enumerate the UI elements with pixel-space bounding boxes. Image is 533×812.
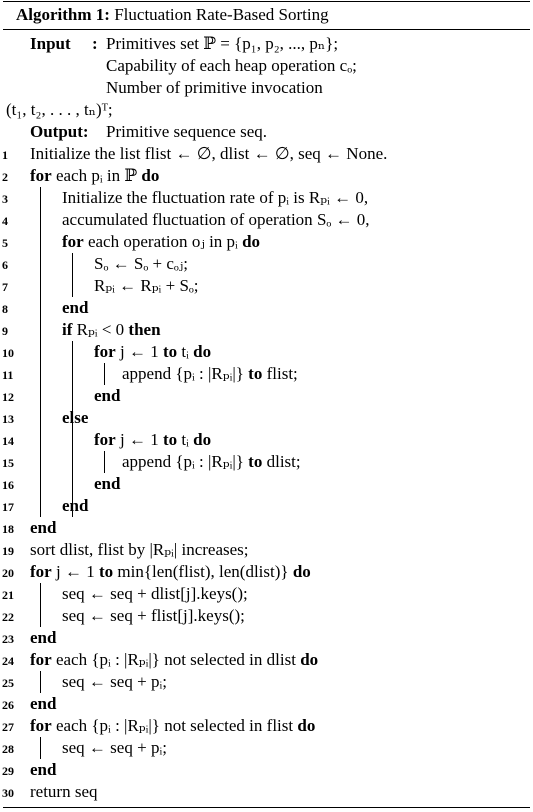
- for-dlist-bar: [104, 451, 105, 473]
- line-number: 28: [2, 742, 14, 756]
- line-number: 22: [2, 610, 14, 624]
- line-text: for j ← 1 to tᵢ do: [94, 342, 212, 361]
- line-number: 14: [2, 434, 14, 448]
- line-number: 26: [2, 698, 14, 712]
- input-text-3: (t₁, t₂, . . . , tₙ)ᵀ;: [6, 100, 113, 119]
- line-number: 8: [2, 302, 8, 316]
- line-text: Rₚᵢ ← Rₚᵢ + Sₒ;: [94, 276, 199, 295]
- line-text: end: [30, 760, 57, 779]
- top-rule: [3, 1, 530, 2]
- line-text: sort dlist, flist by |Rₚᵢ| increases;: [30, 540, 249, 559]
- line-text: for each {pᵢ : |Rₚᵢ|} not selected in flist do: [30, 716, 316, 735]
- line-text: Sₒ ← Sₒ + cₒⱼ;: [94, 254, 188, 273]
- line-number: 29: [2, 764, 14, 778]
- line-number: 3: [2, 192, 8, 206]
- line-text: for j ← 1 to tᵢ do: [94, 430, 212, 449]
- line-number: 23: [2, 632, 14, 646]
- for-flist-bar: [104, 363, 105, 385]
- line-text: end: [30, 518, 57, 537]
- input-text-2: Number of primitive invocation: [106, 78, 323, 97]
- if-block-bar: [72, 341, 73, 517]
- line-number: 18: [2, 522, 14, 536]
- line-number: 2: [2, 170, 8, 184]
- line-number: 7: [2, 280, 8, 294]
- line-text: end: [30, 628, 57, 647]
- line-number: 6: [2, 258, 8, 272]
- for-min-bar: [40, 583, 41, 627]
- line-text: for each {pᵢ : |Rₚᵢ|} not selected in dlist do: [30, 650, 319, 669]
- line-text: append {pᵢ : |Rₚᵢ|} to dlist;: [122, 452, 301, 471]
- line-text: end: [94, 474, 121, 493]
- line-number: 17: [2, 500, 14, 514]
- line-text: seq ← seq + pᵢ;: [62, 738, 167, 757]
- line-number: 30: [2, 786, 14, 800]
- line-text: Initialize the list flist ← ∅, dlist ← ∅, seq ← None.: [30, 144, 388, 163]
- bottom-rule: [3, 807, 530, 808]
- title-rule: [3, 29, 530, 30]
- for-dlist-select-bar: [40, 671, 41, 693]
- algorithm-title-label: Algorithm 1:: [16, 5, 110, 24]
- line-text: return seq: [30, 782, 98, 801]
- line-number: 27: [2, 720, 14, 734]
- input-text-1: Capability of each heap operation cₒ;: [106, 56, 357, 75]
- line-text: for each operation oⱼ in pᵢ do: [62, 232, 261, 251]
- line-text: for each pᵢ in ℙ do: [30, 166, 160, 185]
- for-block-bar: [40, 187, 41, 517]
- line-number: 11: [2, 368, 14, 382]
- line-number: 4: [2, 214, 8, 228]
- output-text: Primitive sequence seq.: [106, 122, 267, 141]
- line-number: 21: [2, 588, 14, 602]
- line-number: 24: [2, 654, 14, 668]
- inner-for-bar: [72, 253, 73, 297]
- line-number: 10: [2, 346, 14, 360]
- input-text-0: Primitives set ℙ = {p₁, p₂, ..., pₙ};: [106, 34, 339, 53]
- line-number: 9: [2, 324, 8, 338]
- line-number: 13: [2, 412, 14, 426]
- line-text: end: [94, 386, 121, 405]
- line-text: seq ← seq + pᵢ;: [62, 672, 167, 691]
- line-number: 25: [2, 676, 14, 690]
- line-text: append {pᵢ : |Rₚᵢ|} to flist;: [122, 364, 298, 383]
- algorithm-title: [16, 5, 329, 25]
- line-text: else: [62, 408, 89, 427]
- line-number: 16: [2, 478, 14, 492]
- output-label: Output:: [30, 122, 89, 141]
- line-number: 20: [2, 566, 14, 580]
- line-text: seq ← seq + dlist[j].keys();: [62, 584, 248, 603]
- line-number: 15: [2, 456, 14, 470]
- line-text: if Rₚᵢ < 0 then: [62, 320, 161, 339]
- line-text: for j ← 1 to min{len(flist), len(dlist)} do: [30, 562, 311, 581]
- line-number: 1: [2, 148, 8, 162]
- line-text: Initialize the fluctuation rate of pᵢ is Rₚᵢ ← 0,: [62, 188, 369, 207]
- line-text: end: [62, 298, 89, 317]
- line-text: accumulated fluctuation of operation Sₒ ← 0,: [62, 210, 370, 229]
- algorithm-title-text: Fluctuation Rate-Based Sorting: [114, 5, 329, 24]
- line-number: 12: [2, 390, 14, 404]
- for-flist-select-bar: [40, 737, 41, 759]
- line-number: 5: [2, 236, 8, 250]
- input-label: Input: [30, 34, 71, 53]
- input-colon: :: [92, 34, 98, 53]
- line-text: end: [30, 694, 57, 713]
- line-number: 19: [2, 544, 14, 558]
- line-text: end: [62, 496, 89, 515]
- line-text: seq ← seq + flist[j].keys();: [62, 606, 245, 625]
